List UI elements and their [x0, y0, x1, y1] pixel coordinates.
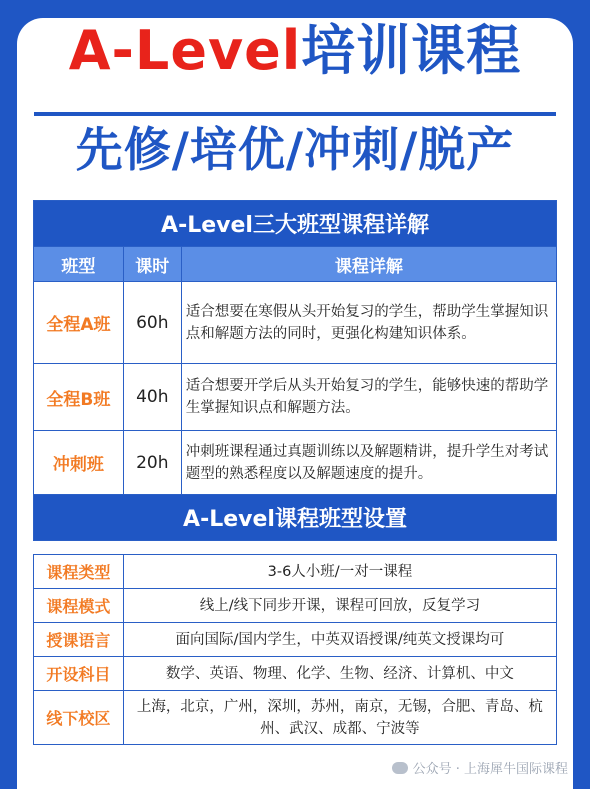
col-header-hours: 课时 [123, 247, 181, 282]
wechat-icon [392, 762, 408, 774]
setting-value: 线上/线下同步开课，课程可回放，反复学习 [123, 589, 556, 623]
page-subtitle: 先修/培优/冲刺/脱产 [75, 123, 515, 178]
section2-title: A-Level课程班型设置 [34, 495, 557, 541]
table-row [34, 364, 557, 431]
setting-value: 3-6人小班/一对一课程 [123, 555, 556, 589]
class-hours: 20h [123, 431, 181, 495]
page-title [0, 18, 590, 84]
setting-value: 面向国际/国内学生，中英双语授课/纯英文授课均可 [123, 623, 556, 657]
setting-value: 数学、英语、物理、化学、生物、经济、计算机、中文 [123, 657, 556, 691]
setting-label: 线下校区 [34, 691, 124, 745]
class-types-table [33, 200, 557, 541]
title-part2: 培训课程 [301, 19, 522, 82]
course-settings-table [33, 554, 557, 745]
setting-label: 课程类型 [34, 555, 124, 589]
class-desc: 冲刺班课程通过真题训练以及解题精讲，提升学生对考试题型的熟悉程度以及解题速度的提升。 [181, 431, 556, 495]
setting-label: 开设科目 [34, 657, 124, 691]
class-name: 冲刺班 [34, 431, 124, 495]
col-header-class: 班型 [34, 247, 124, 282]
table-row [34, 623, 557, 657]
class-hours: 40h [123, 364, 181, 431]
title-part1: A-Level [68, 19, 302, 82]
class-hours: 60h [123, 282, 181, 364]
table-row [34, 431, 557, 495]
section1-title: A-Level三大班型课程详解 [34, 201, 557, 247]
title-divider [34, 112, 556, 116]
class-name: 全程A班 [34, 282, 124, 364]
table-row [34, 657, 557, 691]
table-row [34, 555, 557, 589]
watermark-text: 公众号 · 上海犀牛国际课程 [412, 762, 568, 777]
table-row [34, 282, 557, 364]
class-name: 全程B班 [34, 364, 124, 431]
watermark [392, 758, 568, 777]
table-row [34, 589, 557, 623]
setting-label: 授课语言 [34, 623, 124, 657]
table-row [34, 691, 557, 745]
setting-value: 上海，北京，广州，深圳，苏州，南京，无锡，合肥、青岛、杭州、武汉、成都、宁波等 [123, 691, 556, 745]
setting-label: 课程模式 [34, 589, 124, 623]
class-desc: 适合想要在寒假从头开始复习的学生，帮助学生掌握知识点和解题方法的同时，更强化构建知识体系。 [181, 282, 556, 364]
col-header-details: 课程详解 [181, 247, 556, 282]
class-desc: 适合想要开学后从头开始复习的学生，能够快速的帮助学生掌握知识点和解题方法。 [181, 364, 556, 431]
